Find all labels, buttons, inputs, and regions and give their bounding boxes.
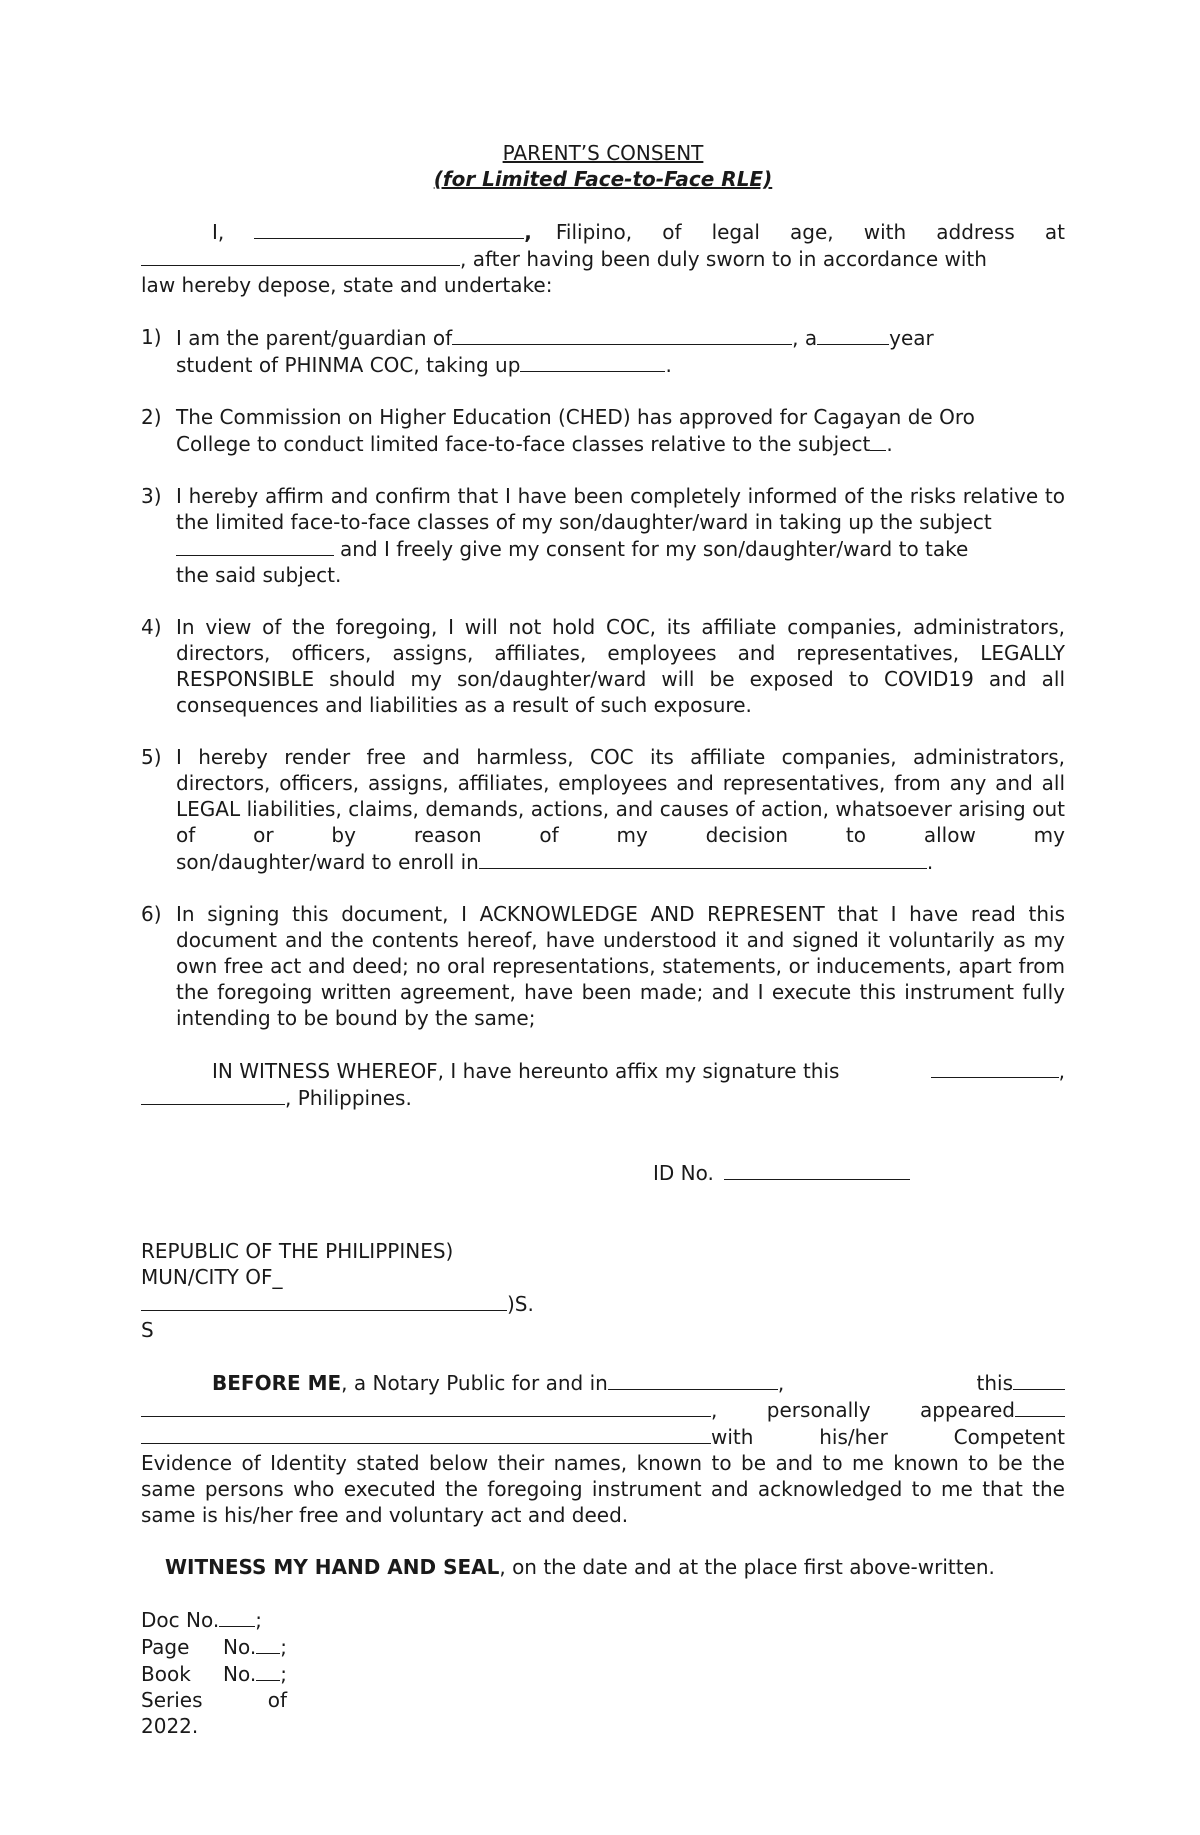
before-text-c: this (976, 1371, 1013, 1395)
seal-rest: , on the date and at the place first above-written. (499, 1555, 995, 1579)
before-me-bold: BEFORE ME (212, 1371, 342, 1395)
witness-text-c: , Philippines. (285, 1086, 412, 1110)
before-text-d: , personally appeared (711, 1398, 1015, 1422)
item-number: 2) (141, 405, 162, 429)
item-number: 5) (141, 745, 162, 769)
course-blank[interactable] (520, 351, 665, 372)
item-3-text-a: I hereby affirm and confirm that I have been completely informed of the risks relative to the limited face-to-face classes of my son/daughter/ward in taking up the subject (176, 484, 1065, 534)
intro-paragraph (141, 218, 1065, 298)
page-semi: ; (280, 1635, 287, 1659)
item-3-text-c: the said subject. (176, 563, 342, 587)
series-label: Series of (141, 1688, 287, 1712)
title-line-2: (for Limited Face-to-Face RLE) (433, 167, 773, 191)
doc-no-blank[interactable] (219, 1606, 255, 1627)
document-page (141, 140, 1065, 1739)
appeared-blank[interactable] (1015, 1396, 1065, 1417)
city-blank[interactable] (141, 1290, 507, 1311)
item-5-text-b: son/daughter/ward to enroll in (176, 850, 479, 874)
before-text-f: Evidence of Identity stated below their names, known to be and to me known to be the same persons who executed the foregoing instrument and acknowledged to me that the same is his/her free and voluntary act and deed. (141, 1451, 1065, 1527)
item-2-text-a: The Commission on Higher Education (CHED) has approved for Cagayan de Oro (176, 405, 975, 429)
item-number: 1) (141, 325, 162, 349)
document-title (141, 140, 1065, 192)
id-no-label: ID No. (653, 1161, 714, 1185)
list-item-5 (141, 744, 1065, 875)
list-item-1 (141, 324, 1065, 378)
doc-no-label: Doc No. (141, 1608, 220, 1632)
series-year: 2022. (141, 1714, 199, 1738)
intro-comma: , (524, 220, 532, 244)
date-blank[interactable] (931, 1057, 1059, 1078)
item-1-text-c: year (889, 326, 934, 350)
day-blank[interactable] (1013, 1369, 1065, 1390)
venue-city: MUN/CITY OF_ (141, 1265, 283, 1289)
subject-blank[interactable] (870, 430, 886, 451)
item-3-text-b: and I freely give my consent for my son/daughter/ward to take (340, 537, 969, 561)
item-6-text: In signing this document, I ACKNOWLEDGE AND REPRESENT that I have read this document and the contents hereof, have understood it and signed it voluntarily as my own free act and deed; no oral representations, statements, or inducements, apart from the foregoing written agreement, have been made; and I execute this instrument fully intending to be bound by the same; (176, 902, 1065, 1030)
venue-republic: REPUBLIC OF THE PHILIPPINES) (141, 1239, 454, 1263)
list-item-2 (141, 404, 1065, 457)
venue-s: S (141, 1318, 154, 1342)
item-5-text-c: . (926, 850, 934, 874)
subject-blank-2[interactable] (176, 535, 334, 556)
list-item-4 (141, 614, 1065, 718)
item-number: 4) (141, 615, 162, 639)
item-2-text-c: . (886, 432, 893, 456)
list-item-3 (141, 483, 1065, 588)
item-1-text-a: I am the parent/guardian of (176, 326, 453, 350)
page-no-label: Page No. (141, 1635, 257, 1659)
before-text-e: with his/her Competent (711, 1425, 1065, 1449)
before-text-b: , (777, 1371, 785, 1395)
item-number: 3) (141, 484, 162, 508)
intro-i: I, (212, 220, 225, 244)
witness-paragraph (141, 1057, 1065, 1111)
item-4-text: In view of the foregoing, I will not hold COC, its affiliate companies, administrators, directors, officers, assigns, affiliates, employees and representatives, LEGALLY RESPONSIBLE should my son/daughter/ward will be exposed to COVID19 and all consequences and liabilities as a result of such exposure. (176, 615, 1065, 717)
intro-law: law hereby depose, state and undertake: (141, 273, 553, 297)
title-line-1: PARENT’S CONSENT (502, 141, 704, 165)
item-1-text-e: . (665, 353, 672, 377)
year-blank[interactable] (817, 324, 889, 345)
notary-date-blank[interactable] (141, 1396, 711, 1417)
intro-after: , after having been duly sworn to in accordance with (460, 247, 987, 271)
seal-paragraph (141, 1554, 1065, 1580)
item-1-text-d: student of PHINMA COC, taking up (176, 353, 521, 377)
enroll-blank[interactable] (479, 848, 927, 869)
item-5-text-a: I hereby render free and harmless, COC its affiliate companies, administrators, directors, officers, assigns, affiliates, employees and representatives, from any and all LEGAL liabilities, claims, demands, actions, and causes of action, whatsoever arising out of or by reason of my decision to allow my (176, 745, 1065, 847)
place-blank[interactable] (141, 1084, 285, 1105)
venue-block (141, 1238, 1065, 1343)
doc-semi: ; (255, 1608, 262, 1632)
witness-text-a: IN WITNESS WHEREOF, I have hereunto affix my signature this (212, 1059, 840, 1083)
page-no-blank[interactable] (256, 1633, 280, 1654)
before-text-a: , a Notary Public for and in (341, 1371, 608, 1395)
id-no-blank[interactable] (724, 1159, 910, 1180)
item-number: 6) (141, 902, 162, 926)
child-name-blank[interactable] (452, 324, 792, 345)
item-1-text-b: , a (792, 326, 818, 350)
list-item-6 (141, 901, 1065, 1031)
id-no-line (141, 1159, 1065, 1186)
book-semi: ; (280, 1662, 287, 1686)
book-no-label: Book No. (141, 1662, 257, 1686)
witness-text-b: , (1058, 1059, 1065, 1083)
doc-register (141, 1606, 287, 1739)
notary-place-blank[interactable] (608, 1369, 778, 1390)
address-blank[interactable] (141, 245, 460, 266)
item-2-text-b: College to conduct limited face-to-face classes relative to the subject (176, 432, 871, 456)
book-no-blank[interactable] (256, 1660, 280, 1681)
name-blank[interactable] (254, 218, 524, 239)
seal-bold: WITNESS MY HAND AND SEAL (165, 1555, 500, 1579)
appeared-name-blank[interactable] (141, 1423, 711, 1444)
intro-filipino: Filipino, of legal age, with address at (555, 220, 1065, 244)
before-me-paragraph (141, 1369, 1065, 1528)
venue-ss: )S. (507, 1292, 534, 1316)
